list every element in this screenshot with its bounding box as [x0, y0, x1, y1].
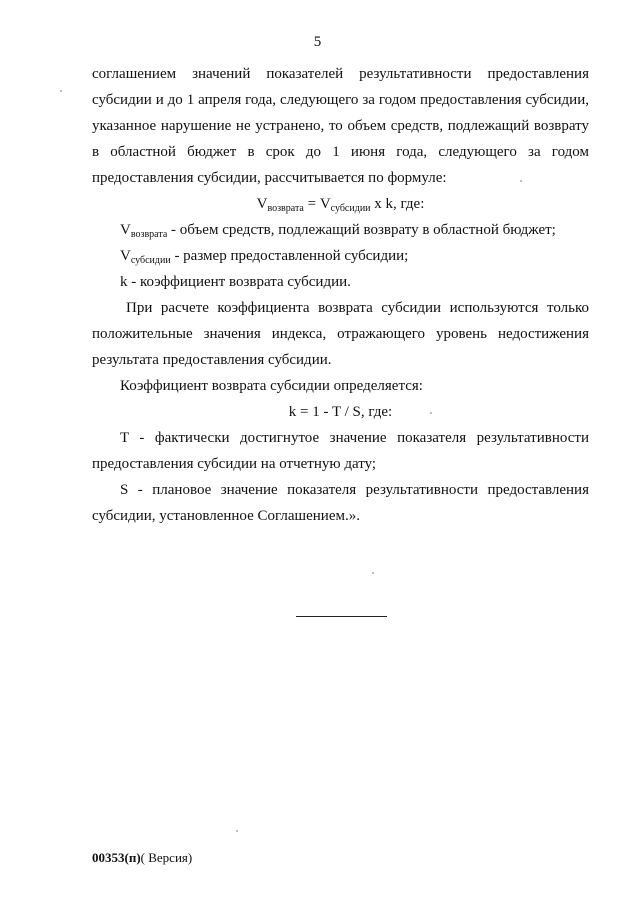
footer-doc-code: 00353(п)	[92, 850, 141, 865]
formula-coefficient: k = 1 - T / S, где:	[288, 404, 393, 420]
document-body	[92, 61, 589, 529]
scan-speck	[430, 412, 432, 414]
definition-sub: возврата	[130, 229, 168, 240]
definition-text: - объем средств, подлежащий возврату в областной бюджет;	[167, 222, 556, 238]
scan-speck	[60, 90, 62, 92]
scan-speck	[520, 180, 522, 182]
formula-v: V	[256, 196, 268, 212]
text-line: положительные значения индекса, отражающего уровень недостижения	[92, 326, 589, 342]
definition-v-refund	[92, 217, 589, 243]
formula-refund	[92, 191, 589, 217]
definition-sub: субсидии	[130, 255, 171, 266]
text-line: T - фактически достигнутое значение показателя результативности	[120, 430, 589, 446]
text-line: При расчете коэффициента возврата субсидии используются только	[126, 300, 589, 316]
formula-rest: x k, где:	[370, 196, 425, 212]
text-line: соглашением значений показателей результативности предоставления	[92, 66, 589, 82]
formula-eq: = V	[303, 196, 331, 212]
text-line: в областной бюджет в срок до 1 июня года, следующего за годом	[92, 144, 589, 160]
definition-symbol: V	[120, 222, 131, 238]
scan-speck	[236, 830, 238, 832]
definition-k: k - коэффициент возврата субсидии.	[120, 274, 351, 290]
formula-sub-refund: возврата	[267, 203, 304, 214]
formula-sub-subsidy: субсидии	[330, 203, 371, 214]
text-line: предоставления субсидии на отчетную дату;	[92, 456, 377, 472]
text-line: субсидии и до 1 апреля года, следующего за годом предоставления субсидии,	[92, 92, 589, 108]
page-number: 5	[313, 34, 322, 50]
text-line: субсидии, установленное Соглашением.».	[92, 508, 360, 524]
divider-line	[296, 616, 387, 617]
definition-v-subsidy	[92, 243, 589, 269]
text-line: указанное нарушение не устранено, то объем средств, подлежащий возврату	[92, 118, 589, 134]
definition-symbol: V	[120, 248, 131, 264]
text-line: результата предоставления субсидии.	[92, 352, 332, 368]
footer-code	[92, 850, 192, 866]
definition-text: - размер предоставленной субсидии;	[170, 248, 409, 264]
text-line: Коэффициент возврата субсидии определяется:	[120, 378, 423, 394]
footer-version: ( Версия)	[140, 850, 193, 865]
text-line: предоставления субсидии, рассчитывается по формуле:	[92, 170, 447, 186]
scan-speck	[372, 572, 374, 574]
text-line: S - плановое значение показателя результативности предоставления	[120, 482, 589, 498]
